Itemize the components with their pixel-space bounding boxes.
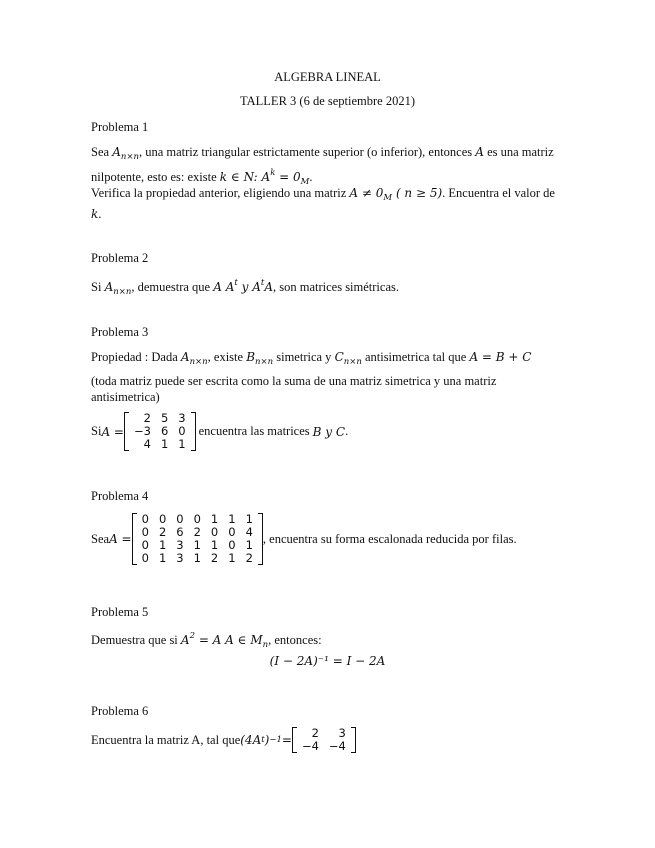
problem-3-note: (toda matriz puede ser escrita como la suma de una matriz simetrica y una matriz antisimetrica): [91, 374, 497, 404]
matrix-4x7-cell: 1: [245, 512, 253, 526]
matrix-4x7-cell: 0: [141, 538, 149, 552]
problem-4-heading: Problema 4: [91, 489, 149, 503]
matrix-4x7-cell: 1: [245, 538, 253, 552]
matrix-3x3-cell: −3: [133, 424, 151, 438]
matrix-4x7-cell: 0: [176, 512, 184, 526]
document-title: ALGEBRA LINEAL: [274, 70, 381, 84]
matrix-inverse-2x2: [292, 727, 356, 753]
matrix-3x3-cell: 1: [160, 437, 169, 451]
matrix-4x7-cell: 4: [245, 525, 253, 539]
matrix-4x7-cell: 3: [176, 551, 184, 565]
matrix-3x3-cell: 5: [160, 411, 169, 425]
problem-5-equation: (I − 2A)⁻¹ = I − 2A: [269, 654, 386, 668]
matrix-2x2-cell: −4: [301, 739, 319, 753]
matrix-4x7-cell: 3: [176, 538, 184, 552]
matrix-4x7-cell: 1: [193, 551, 201, 565]
problem-1-heading: Problema 1: [91, 120, 149, 134]
matrix-4x7-cell: 0: [228, 525, 236, 539]
matrix-2x2-cell: 2: [311, 726, 319, 740]
matrix-a-4x7: [132, 513, 263, 565]
matrix-4x7-cell: 0: [141, 512, 149, 526]
matrix-2x2-cell: 3: [338, 726, 346, 740]
matrix-4x7-cell: 1: [228, 551, 236, 565]
matrix-4x7-cell: 1: [158, 551, 167, 565]
matrix-3x3-cell: 4: [143, 437, 151, 451]
matrix-4x7-cell: 0: [210, 525, 219, 539]
matrix-4x7-cell: 2: [193, 525, 201, 539]
problem-5-statement: Demuestra que si $A^2 = A$ A ∈ $M_n$, entonces:: [91, 631, 322, 650]
problem-6-statement: Encuentra la matriz A, tal que (4A t ) −1 = 2 3 −4 −4: [91, 727, 356, 753]
matrix-3x3-cell: 6: [160, 424, 169, 438]
problem-3-property: Propiedad : Dada $A_{n\times n}$, existe $B_{n\times n}$ simetrica y $C_{n\times n}$ antisimetrica tal que A = B + C: [91, 350, 532, 367]
matrix-4x7-cell: 2: [245, 551, 253, 565]
matrix-2x2-cell: −4: [328, 739, 346, 753]
problem-2-statement: Si $A_{n\times n}$, demuestra que A $A^t$ y $A^tA$, son matrices simétricas.: [91, 278, 399, 297]
matrix-4x7-cell: 1: [228, 512, 236, 526]
matrix-4x7-row: [137, 552, 258, 565]
problem-5-heading: Problema 5: [91, 605, 149, 619]
matrix-4x7-cell: 6: [176, 525, 184, 539]
problem-3-matrix-line: Si A = 2 5 3 −3 6 0 4 1 1 encuentra las matrices B y C .: [91, 411, 349, 451]
matrix-4x7-cell: 1: [210, 512, 219, 526]
matrix-4x7-cell: 1: [158, 538, 167, 552]
problem-6-heading: Problema 6: [91, 704, 149, 718]
matrix-a-3x3: [124, 412, 196, 451]
matrix-3x3-cell: 2: [143, 411, 151, 425]
matrix-4x7-cell: 0: [141, 525, 149, 539]
problem-3-heading: Problema 3: [91, 325, 149, 339]
document-subtitle: TALLER 3 (6 de septiembre 2021): [240, 94, 415, 108]
matrix-4x7-cell: 0: [158, 512, 167, 526]
matrix-3x3-cell: 1: [178, 437, 186, 451]
problem-4-matrix-line: Sea A = 0 0 0 0 1 1 1 0 2 6 2 0 0 4 0 1 3 1 1 0 1 0 1 3 1 2 1 2 , encuentra su forma escalonada reducida por filas.: [91, 512, 517, 565]
matrix-4x7-cell: 1: [193, 538, 201, 552]
matrix-4x7-cell: 0: [193, 512, 201, 526]
matrix-4x7-cell: 2: [210, 551, 219, 565]
problem-1-statement: Sea $A_{n\times n}$, una matriz triangular estrictamente superior (o inferior), entonces A es una matriz nilpotente, esto es: existe k ∈ N: $A^k = 0_M$.: [91, 145, 554, 187]
problem-2-heading: Problema 2: [91, 251, 149, 265]
problem-1-task: Verifica la propiedad anterior, eligiendo una matriz $A \ne 0_M$ ( n ≥ 5). Encuentra el valor de k.: [91, 186, 555, 221]
matrix-4x7-cell: 0: [141, 551, 149, 565]
matrix-4x7-cell: 1: [210, 538, 219, 552]
matrix-2x2-row: [297, 740, 351, 753]
matrix-3x3-row: [129, 438, 191, 451]
matrix-3x3-cell: 0: [178, 424, 186, 438]
matrix-4x7-cell: 2: [158, 525, 167, 539]
matrix-3x3-cell: 3: [178, 411, 186, 425]
matrix-4x7-cell: 0: [228, 538, 236, 552]
